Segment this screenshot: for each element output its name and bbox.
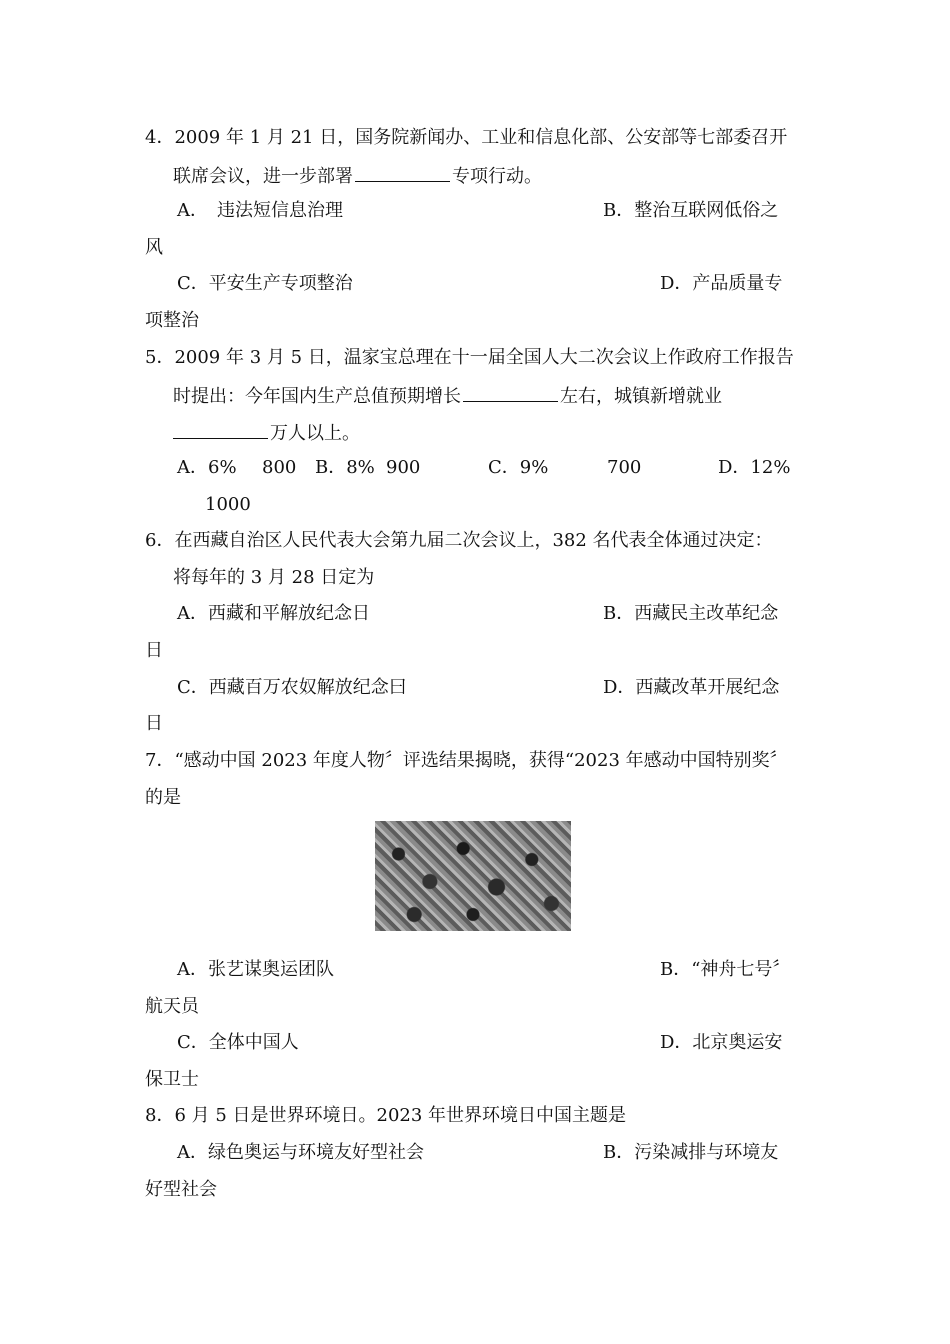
q4-stem-line1: 4．2009 年 1 月 21 日，国务院新闻办、工业和信息化部、公安部等七部委召开 <box>145 127 788 148</box>
q5-stem-text-mid: 左右，城镇新增就业 <box>560 386 722 407</box>
q5-stem-line3 <box>173 420 360 446</box>
q6-option-d: D．西藏改革开展纪念 <box>603 677 780 698</box>
q7-option-d-wrap: 保卫士 <box>145 1069 199 1090</box>
q4-answer-blank <box>355 163 450 182</box>
q5-option-d: D．12% <box>718 457 791 478</box>
q4-option-a: A． 违法短信息治理 <box>177 200 343 221</box>
q7-option-d: D．北京奥运安 <box>660 1032 783 1053</box>
q7-option-b-wrap: 航天员 <box>145 996 199 1017</box>
q5-stem-line2 <box>173 383 722 409</box>
q7-option-c: C．全体中国人 <box>177 1032 299 1053</box>
q4-stem-text: 联席会议，进一步部署 <box>173 166 353 187</box>
q7-stem-line2: 的是 <box>145 787 181 808</box>
q7-option-b: B．“神舟七号〞 <box>660 959 791 980</box>
q5-option-d-value: 1000 <box>205 494 251 515</box>
q6-option-c: C．西藏百万农奴解放纪念曰 <box>177 677 407 698</box>
q5-option-c-value: 700 <box>607 457 642 478</box>
q4-stem-line2 <box>173 163 542 189</box>
q5-stem-text: 时提出：今年国内生产总值预期增长 <box>173 386 461 407</box>
q4-option-b-wrap: 风 <box>145 237 163 258</box>
q6-option-d-wrap: 日 <box>145 713 163 734</box>
q4-option-d: D．产品质量专 <box>660 273 783 294</box>
q4-stem-text-end: 专项行动。 <box>452 166 542 187</box>
q6-stem-line2: 将每年的 3 月 28 日定为 <box>173 567 375 588</box>
q5-option-c: C．9% <box>488 457 549 478</box>
q6-stem-line1: 6．在西藏自治区人民代表大会第九届二次会议上，382 名代表全体通过决定： <box>145 530 773 551</box>
q5-option-b-value: 900 <box>386 457 421 478</box>
q8-option-b-wrap: 好型社会 <box>145 1179 217 1200</box>
q8-stem-line1: 8．6 月 5 日是世界环境日。2023 年世界环境日中国主题是 <box>145 1105 627 1126</box>
q4-option-d-wrap: 项整治 <box>145 310 199 331</box>
crowd-photo <box>375 821 571 931</box>
q7-option-a: A．张艺谋奥运团队 <box>177 959 334 980</box>
q8-option-b: B．污染减排与环境友 <box>603 1142 779 1163</box>
q5-gdp-blank <box>463 383 558 402</box>
q5-stem-text-end: 万人以上。 <box>270 423 360 444</box>
q4-option-b: B．整治互联网低俗之 <box>603 200 779 221</box>
q5-stem-line1: 5．2009 年 3 月 5 日，温家宝总理在十一届全国人大二次会议上作政府工作报告 <box>145 347 794 368</box>
q8-option-a: A．绿色奥运与环境友好型社会 <box>177 1142 424 1163</box>
q6-option-b: B．西藏民主改革纪念 <box>603 603 779 624</box>
q6-option-a: A．西藏和平解放纪念日 <box>177 603 370 624</box>
q5-option-a-value: 800 <box>262 457 297 478</box>
q4-option-c: C．平安生产专项整治 <box>177 273 353 294</box>
q5-option-b: B．8% <box>315 457 375 478</box>
q6-option-b-wrap: 日 <box>145 640 163 661</box>
q5-jobs-blank <box>173 420 268 439</box>
q7-stem-line1: 7．“感动中国 2023 年度人物〞评选结果揭晓，获得“2023 年感动中国特别奖〞 <box>145 750 788 771</box>
q5-option-a: A．6% <box>177 457 237 478</box>
